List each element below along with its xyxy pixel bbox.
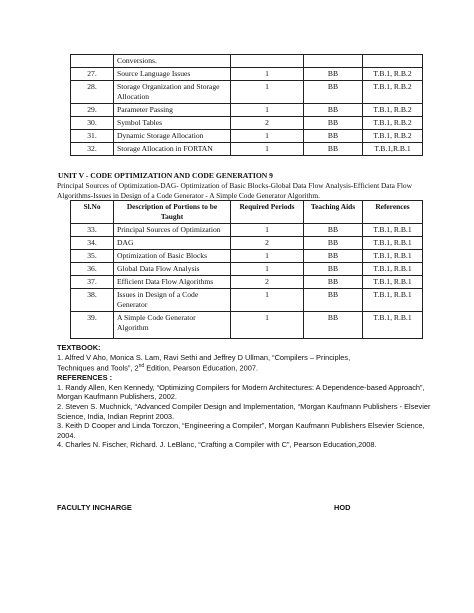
aids-cell: BB [304,104,363,117]
refs-cell: T.B.1, R.B.1 [363,263,423,276]
table-header-row [71,201,423,224]
refs-cell: T.B.1, R.B.2 [363,81,423,104]
aids-cell: BB [304,263,363,276]
textbook-item-line2: Techniques and Tools”, 2 [57,363,139,373]
table-row [71,55,423,68]
table-row [71,68,423,81]
periods-cell: 1 [231,312,304,339]
refs-cell: T.B.1, R.B.2 [363,117,423,130]
textbook-item [57,353,437,374]
header-slno: Sl.No [71,201,114,224]
refs-cell: T.B.1, R.B.2 [363,104,423,117]
aids-cell: BB [304,81,363,104]
periods-cell: 2 [231,276,304,289]
topic-cell: A Simple Code Generator Algorithm [114,312,231,339]
unit5-title: UNIT V - CODE OPTIMIZATION AND CODE GENERATION 9 [58,171,273,180]
topic-cell: Global Data Flow Analysis [114,263,231,276]
table-row [71,143,423,156]
table-row [71,104,423,117]
slno-cell: 27. [71,68,114,81]
table-row [71,263,423,276]
slno-cell: 36. [71,263,114,276]
table-row [71,117,423,130]
aids-cell: BB [304,289,363,312]
refs-cell: T.B.1, R.B.1 [363,276,423,289]
header-description: Description of Portions to be Taught [114,201,231,224]
periods-cell: 1 [231,263,304,276]
unit4-topics-table [70,54,423,156]
header-aids: Teaching Aids [304,201,363,224]
refs-cell: T.B.1, R.B.1 [363,237,423,250]
slno-cell: 38. [71,289,114,312]
textbook-heading: TEXTBOOK: [57,343,101,352]
slno-cell: 31. [71,130,114,143]
topic-cell: Principal Sources of Optimization [114,224,231,237]
header-periods: Required Periods [231,201,304,224]
periods-cell: 1 [231,250,304,263]
periods-cell: 2 [231,237,304,250]
reference-item: 1. Randy Allen, Ken Kennedy, “Optimizing Compilers for Modern Architectures: A Dependence-based Approach”, Morgan Kaufmann Publishers, 2002. [57,382,425,402]
periods-cell: 1 [231,104,304,117]
table-row [71,276,423,289]
aids-cell: BB [304,117,363,130]
slno-cell: 37. [71,276,114,289]
periods-cell: 1 [231,68,304,81]
table-row [71,224,423,237]
aids-cell: BB [304,250,363,263]
textbook-edition-sup: nd [138,363,145,370]
hod-label: HOD [334,503,351,512]
slno-cell [71,55,114,68]
unit5-description: Principal Sources of Optimization-DAG- Optimization of Basic Blocks-Global Data Flow Analysis-Efficient Data Flow Algorithms-Issues in Design of a Code Generator - A Simple Code Generator Algorithm. [57,181,412,200]
periods-cell [231,55,304,68]
slno-cell: 39. [71,312,114,339]
periods-cell: 1 [231,289,304,312]
topic-cell: Storage Allocation in FORTAN [114,143,231,156]
aids-cell: BB [304,143,363,156]
header-references: References [363,201,423,224]
refs-cell: T.B.1, R.B.2 [363,130,423,143]
slno-cell: 34. [71,237,114,250]
aids-cell: BB [304,68,363,81]
topic-cell: Dynamic Storage Allocation [114,130,231,143]
topic-cell: Efficient Data Flow Algorithms [114,276,231,289]
aids-cell: BB [304,237,363,250]
slno-cell: 32. [71,143,114,156]
periods-cell: 2 [231,117,304,130]
reference-item: 3. Keith D Cooper and Linda Torczon, “Engineering a Compiler”, Morgan Kaufmann Publishers Elsevier Science, 2004. [57,421,425,440]
periods-cell: 1 [231,143,304,156]
references-heading: REFERENCES : [57,373,113,383]
topic-cell: Conversions. [114,55,231,68]
topic-cell: Optimization of Basic Blocks [114,250,231,263]
textbook-item-line1: 1. Alfred V Aho, Monica S. Lam, Ravi Sethi and Jeffrey D Ullman, “Compilers – Principles, [57,352,351,362]
topic-cell: Issues in Design of a Code Generator [114,289,231,312]
aids-cell: BB [304,312,363,339]
slno-cell: 28. [71,81,114,104]
refs-cell: T.B.1, R.B.1 [363,312,423,339]
table-row [71,312,423,339]
slno-cell: 33. [71,224,114,237]
periods-cell: 1 [231,81,304,104]
periods-cell: 1 [231,224,304,237]
table-row [71,237,423,250]
slno-cell: 29. [71,104,114,117]
topic-cell: Parameter Passing [114,104,231,117]
refs-cell: T.B.1, R.B.1 [363,224,423,237]
table-row [71,289,423,312]
aids-cell: BB [304,276,363,289]
topic-cell: DAG [114,237,231,250]
reference-item: 4. Charles N. Fischer, Richard. J. LeBlanc, “Crafting a Compiler with C”, Pearson Education,2008. [57,440,377,450]
refs-cell: T.B.1, R.B.1 [363,250,423,263]
slno-cell: 35. [71,250,114,263]
faculty-incharge-label: FACULTY INCHARGE [57,503,132,512]
aids-cell [304,55,363,68]
periods-cell: 1 [231,130,304,143]
books-section [57,343,437,450]
unit5-topics-table [70,200,423,339]
textbook-item-line2-end: Edition, Pearson Education, 2007. [144,363,258,373]
refs-cell [363,55,423,68]
refs-cell: T.B.1, R.B.1 [363,289,423,312]
refs-cell: T.B.1,R.B.1 [363,143,423,156]
table-row [71,130,423,143]
table-row [71,250,423,263]
aids-cell: BB [304,224,363,237]
slno-cell: 30. [71,117,114,130]
topic-cell: Symbol Tables [114,117,231,130]
refs-cell: T.B.1, R.B.2 [363,68,423,81]
topic-cell: Storage Organization and Storage Allocation [114,81,231,104]
table-row [71,81,423,104]
reference-item: 2. Steven S. Muchnick, “Advanced Compiler Design and Implementation, “Morgan Kaufmann Publishers - Elsevier Science, India, Indian Reprint 2003. [57,402,431,421]
aids-cell: BB [304,130,363,143]
topic-cell: Source Language Issues [114,68,231,81]
